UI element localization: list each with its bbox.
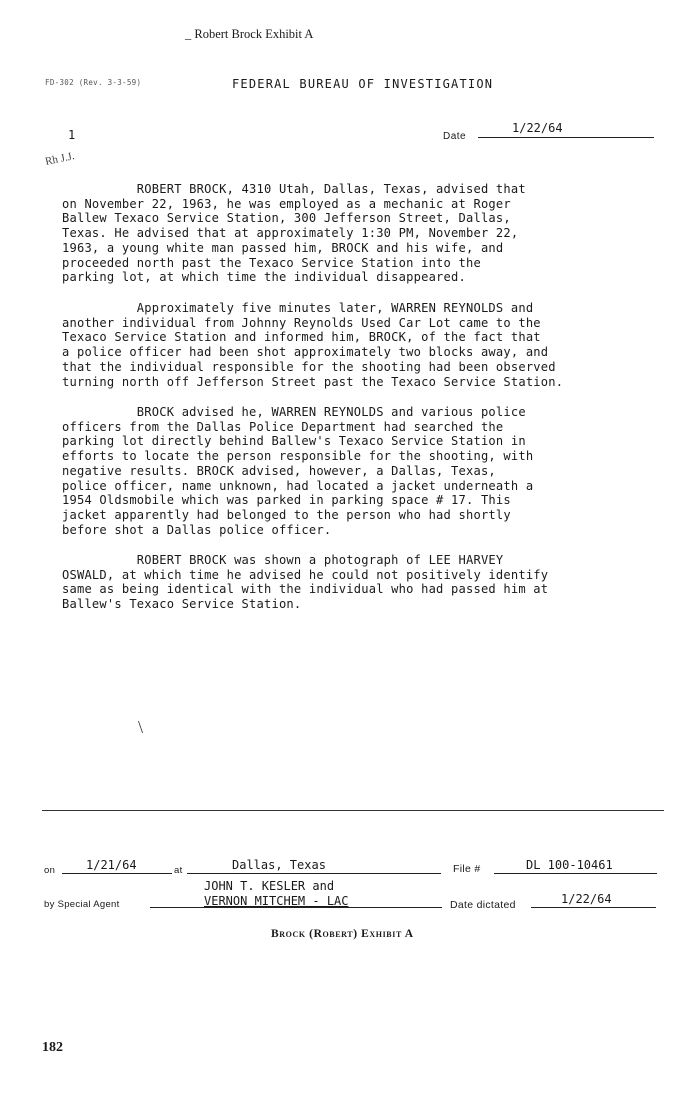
footer-divider — [42, 810, 664, 811]
paragraph-2: Approximately five minutes later, WARREN REYNOLDS and another individual from Johnny Reynolds Used Car Lot came to the Texaco Service Station and informed him, BROCK, of the fact that a police officer had been shot approximately two blocks away, and that the individual responsible for the shooting had been observed turning north off Jefferson Street past the Texaco Service Station. — [62, 301, 564, 389]
pen-mark: \ — [138, 717, 144, 737]
exhibit-label-top: _ Robert Brock Exhibit A — [185, 27, 314, 41]
on-value: 1/21/64 — [86, 858, 137, 872]
dictated-value: 1/22/64 — [561, 892, 612, 906]
agency-title: FEDERAL BUREAU OF INVESTIGATION — [232, 77, 494, 91]
page-number: 1 — [68, 128, 76, 142]
margin-scribble: Rh J.J. — [44, 150, 76, 168]
paragraph-3: BROCK advised he, WARREN REYNOLDS and various police officers from the Dallas Police Department had searched the parking lot directly behind Ballew's Texaco Service Station in efforts to locate the person responsible for the shooting, with negative results. BROCK advised, however, a Dallas, Texas, police officer, name unknown, had located a jacket underneath a 1954 Oldsmobile which was parked in parking space # 17. This jacket apparently had belonged to the person who had shortly before shot a Dallas police officer. — [62, 405, 534, 537]
date-underline — [478, 137, 654, 138]
paragraph-1: ROBERT BROCK, 4310 Utah, Dallas, Texas, advised that on November 22, 1963, he was employed as a mechanic at Roger Ballew Texaco Service Station, 300 Jefferson Street, Dallas, Texas. He advised that at approximately 1:30 PM, November 22, 1963, a young white man passed him, BROCK and his wife, and proceeded north past the Texaco Service Station into the parking lot, at which time the individual disappeared. — [62, 182, 526, 285]
file-number-value: DL 100-10461 — [526, 858, 613, 872]
agent-name-1: JOHN T. KESLER and — [204, 879, 335, 893]
at-underline — [187, 873, 441, 874]
exhibit-caption: Brock (Robert) Exhibit A — [271, 928, 414, 940]
file-label: File # — [453, 863, 481, 875]
dictated-label: Date dictated — [450, 899, 516, 911]
paragraph-4: ROBERT BROCK was shown a photograph of LEE HARVEY OSWALD, at which time he advised he could not positively identify same as being identical with the individual who had passed him at Ballew's Texaco Service Station. — [62, 553, 549, 612]
on-label: on — [44, 865, 56, 876]
dictated-underline — [531, 907, 656, 908]
date-value: 1/22/64 — [512, 121, 563, 135]
on-underline — [62, 873, 172, 874]
at-value: Dallas, Texas — [232, 858, 326, 872]
file-underline — [494, 873, 657, 874]
page-footer-number: 182 — [42, 1040, 63, 1055]
form-number: FD-302 (Rev. 3-3-59) — [45, 78, 142, 87]
agent-label: by Special Agent — [44, 899, 120, 910]
date-label: Date — [443, 131, 467, 142]
at-label: at — [174, 865, 183, 876]
agent-name-2: VERNON MITCHEM - LAC — [204, 894, 349, 908]
